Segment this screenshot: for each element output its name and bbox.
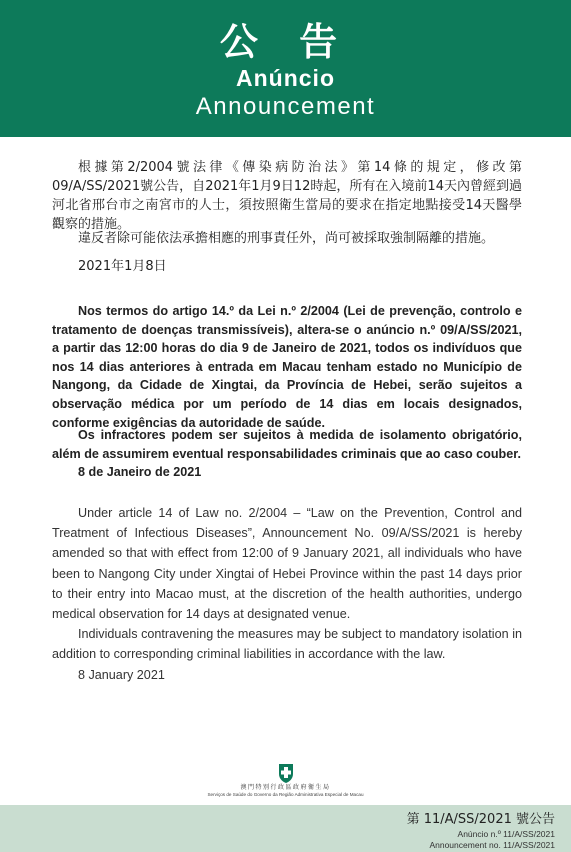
portuguese-penalty-block — [52, 426, 522, 463]
chinese-paragraph-1: 根據第2/2004號法律《傳染病防治法》第14條的規定，修改第09/A/SS/2021號公告，自2021年1月9日12時起，所有在入境前14天內曾經到過河北省邢台市之南宮市的人士，須按照衛生當局的要求在指定地點接受14天醫學觀察的措施。 — [52, 160, 522, 232]
health-bureau-logo — [150, 762, 421, 804]
logo-name-chinese: 澳門特別行政區政府衛生局 — [240, 784, 331, 791]
english-paragraph-1: Under article 14 of Law no. 2/2004 – “Law on the Prevention, Control and Treatment of Infectious Diseases”, Announcement No. 09/A/SS/2021 is hereby amended so that with effect from 12:00 of 9 January 2021, all individuals who have been to Nangong City under Xingtai of Hebei Province within the past 14 days prior to their entry into Macao must, at the discretion of the health authorities, undergo medical observation for 14 days at designated venue. — [52, 506, 522, 622]
chinese-paragraph-2: 違反者除可能依法承擔相應的刑事責任外，尚可被採取強制隔離的措施。 — [78, 231, 495, 246]
english-body — [52, 503, 522, 624]
portuguese-date: 8 de Janeiro de 2021 — [78, 465, 202, 479]
reference-chinese: 第 11/A/SS/2021 號公告 — [406, 812, 555, 827]
title-portuguese: Anúncio — [236, 65, 335, 91]
english-paragraph-2: Individuals contravening the measures may be subject to mandatory isolation in addition to corresponding criminal liabilities in accordance with the law. — [52, 627, 522, 662]
reference-portuguese: Anúncio n.º 11/A/SS/2021 — [457, 829, 555, 839]
health-bureau-cross-icon — [275, 762, 297, 784]
english-date-block — [52, 665, 522, 685]
title-chinese: 公 告 — [219, 20, 352, 64]
portuguese-paragraph-1: Nos termos do artigo 14.º da Lei n.º 2/2004 (Lei de prevenção, controlo e tratamento de doenças transmissíveis), altera-se o anúncio n.º 09/A/SS/2021, a partir das 12:00 horas do dia 9 de Janeiro de 2021, todos os indivíduos que nos 14 dias anteriores à entrada em Macau tenham estado no Município de Nangong, da Cidade de Xingtai, da Província de Hebei, serão sujeitos a observação médica por um período de 14 dias em locais designados, conforme exigências da autoridade de saúde. — [52, 304, 522, 430]
chinese-date-block — [52, 257, 522, 276]
chinese-body — [52, 158, 522, 234]
portuguese-body — [52, 302, 522, 432]
logo-name-portuguese: Serviços de Saúde do Governo da Região Administrativa Especial de Macau — [207, 792, 364, 797]
chinese-date: 2021年1月8日 — [78, 259, 167, 274]
english-penalty-block — [52, 624, 522, 664]
portuguese-paragraph-2: Os infractores podem ser sujeitos à medida de isolamento obrigatório, além de assumirem eventual responsabilidades criminais que ao caso couber. — [52, 428, 522, 461]
portuguese-date-block — [52, 463, 522, 482]
chinese-penalty-block — [52, 229, 522, 248]
reference-english: Announcement no. 11/A/SS/2021 — [429, 840, 555, 850]
english-date: 8 January 2021 — [78, 668, 165, 682]
announcement-header — [0, 0, 571, 137]
title-english: Announcement — [195, 93, 376, 120]
footer-bar — [0, 805, 571, 852]
